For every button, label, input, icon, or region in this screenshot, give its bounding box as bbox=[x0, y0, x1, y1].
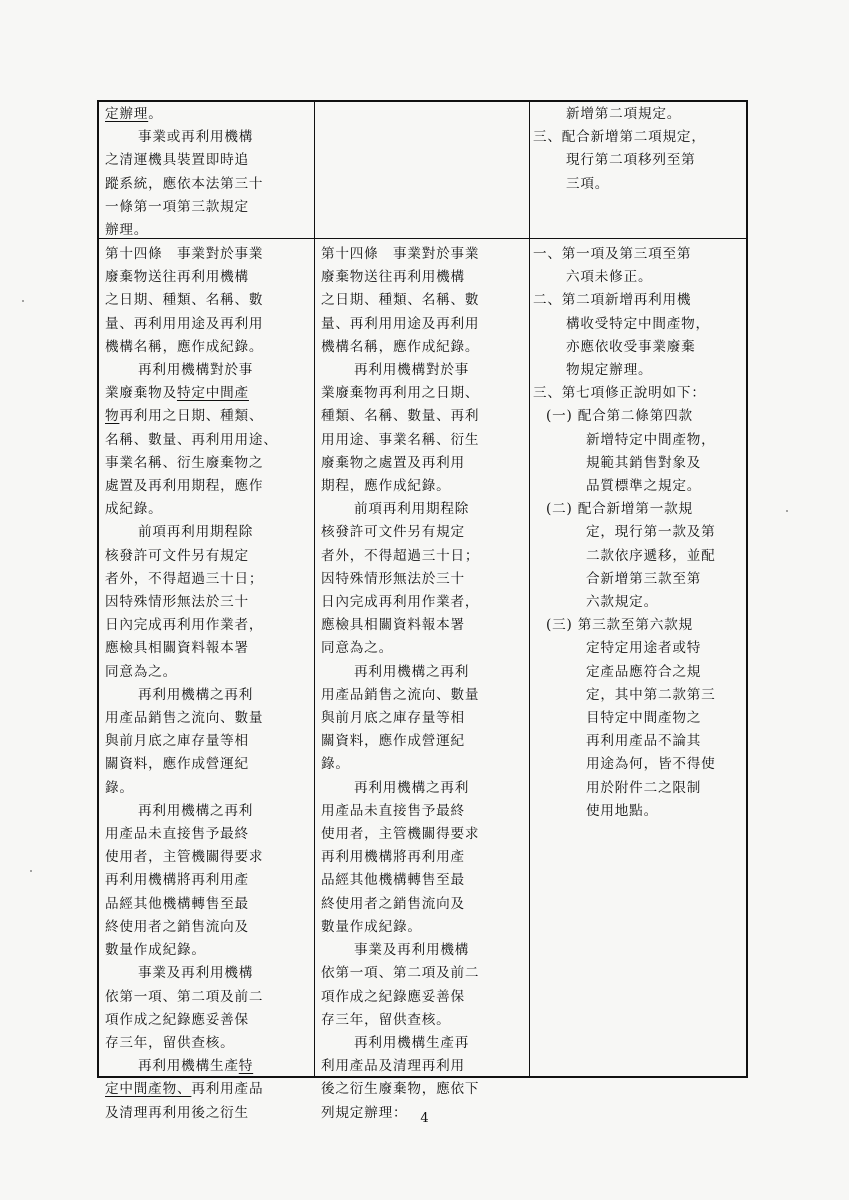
text-line: 廢棄物之處置及再利用 bbox=[321, 454, 465, 471]
current-article-14-cell bbox=[321, 243, 525, 1121]
text-line: 日內完成再利用作業者， bbox=[105, 617, 264, 634]
text-line: 因特殊情形無法於三十 bbox=[105, 594, 249, 611]
text-line: 者外，不得超過三十日； bbox=[105, 570, 264, 587]
text-line: 用於附件二之限制 bbox=[586, 779, 702, 796]
text-line: 列規定辦理： bbox=[321, 1104, 408, 1121]
text-line: 機構名稱，應作成紀錄。 bbox=[105, 338, 264, 355]
text-line: 同意為之。 bbox=[105, 663, 177, 680]
text-line: 品質標準之規定。 bbox=[586, 478, 702, 495]
text-line: 依第一項、第二項及前二 bbox=[321, 965, 480, 982]
comparison-table bbox=[97, 100, 748, 1121]
text-line: 二款依序遞移，並配 bbox=[586, 547, 716, 564]
text-line: 存三年，留供查核。 bbox=[321, 1011, 451, 1028]
text-line: 品經其他機構轉售至最 bbox=[321, 872, 465, 889]
text-line: 使用地點。 bbox=[586, 802, 658, 819]
text-line: 終使用者之銷售流向及 bbox=[321, 895, 465, 912]
text-line: 者外，不得超過三十日； bbox=[321, 547, 480, 564]
text-line: 定，現行第一款及第 bbox=[586, 524, 716, 541]
text-line: 種類、名稱、數量、再利 bbox=[321, 408, 480, 425]
text-line: (二) 配合新增第一款規 bbox=[546, 501, 693, 518]
text-line: 用產品未直接售予最終 bbox=[321, 802, 465, 819]
text-line: 用產品銷售之流向、數量 bbox=[105, 710, 264, 727]
text-line: 前項再利用期程除 bbox=[138, 524, 254, 541]
text-line: 錄。 bbox=[105, 779, 134, 796]
text-line: 核發許可文件另有規定 bbox=[105, 547, 249, 564]
text-line: 機構名稱，應作成紀錄。 bbox=[321, 338, 480, 355]
text-line: 用途為何，皆不得使 bbox=[586, 756, 716, 773]
text-line: 使用者，主管機關得要求 bbox=[321, 826, 480, 843]
text-line: 及清理再利用後之衍生 bbox=[105, 1104, 249, 1121]
text-line: 核發許可文件另有規定 bbox=[321, 524, 465, 541]
text-line: 再利用機構對於事 bbox=[138, 362, 254, 379]
text-line: (一) 配合第二條第四款 bbox=[546, 408, 693, 425]
text-line: 品經其他機構轉售至最 bbox=[105, 895, 249, 912]
page-number: 4 bbox=[420, 1111, 429, 1126]
text-line: 終使用者之銷售流向及 bbox=[105, 918, 249, 935]
text-line: 後之衍生廢棄物，應依下 bbox=[321, 1081, 480, 1098]
text-line: 定，其中第二款第三 bbox=[586, 686, 716, 703]
text-line: 業廢棄物再利用之日期、 bbox=[321, 385, 480, 402]
text-line: 三項。 bbox=[566, 175, 610, 192]
text-line: 再利用機構對於事 bbox=[354, 362, 470, 379]
text-line: 處置及再利用期程，應作 bbox=[105, 478, 264, 495]
text-line: 關資料，應作成營運紀 bbox=[105, 756, 249, 773]
text-line: 定中間產物、再利用產品 bbox=[105, 1081, 264, 1098]
text-line: 蹤系統，應依本法第三十 bbox=[105, 175, 264, 192]
text-line: 物再利用之日期、種類、 bbox=[105, 408, 264, 425]
text-line: 用產品未直接售予最終 bbox=[105, 826, 249, 843]
text-line: 再利用機構生產再 bbox=[354, 1034, 470, 1051]
text-line: 再利用產品不論其 bbox=[586, 733, 702, 750]
text-line: 項作成之紀錄應妥善保 bbox=[321, 988, 465, 1005]
text-line: 廢棄物送往再利用機構 bbox=[321, 269, 465, 286]
text-line: 數量作成紀錄。 bbox=[321, 918, 422, 935]
text-line: 利用產品及清理再利用 bbox=[321, 1058, 465, 1075]
text-line: 用產品銷售之流向、數量 bbox=[321, 686, 480, 703]
text-line: 亦應依收受事業廢棄 bbox=[566, 338, 696, 355]
text-line: 事業或再利用機構 bbox=[138, 129, 254, 146]
text-line: 一、第一項及第三項至第 bbox=[533, 246, 692, 262]
text-line: 與前月底之庫存量等相 bbox=[105, 733, 249, 750]
text-line: 業廢棄物及特定中間產 bbox=[105, 385, 249, 402]
column-divider bbox=[314, 102, 315, 1076]
text-line: 目特定中間產物之 bbox=[586, 710, 702, 727]
text-line: 之清運機具裝置即時追 bbox=[105, 152, 249, 169]
text-line: 新增特定中間產物， bbox=[586, 431, 716, 448]
text-line: 用用途、事業名稱、衍生 bbox=[321, 431, 480, 448]
amended-text-cell-top bbox=[105, 103, 311, 237]
text-line: 錄。 bbox=[321, 756, 350, 773]
scan-speck bbox=[786, 510, 788, 512]
text-line: 六款規定。 bbox=[586, 594, 658, 611]
text-line: 應檢具相關資料報本署 bbox=[321, 617, 465, 634]
text-line: 事業名稱、衍生廢棄物之 bbox=[105, 454, 264, 471]
text-line: 期程，應作成紀錄。 bbox=[321, 478, 451, 495]
text-line: 數量作成紀錄。 bbox=[105, 942, 206, 959]
text-line: 三、第七項修正說明如下： bbox=[533, 385, 706, 402]
text-line: 名稱、數量、再利用用途、 bbox=[105, 431, 278, 448]
scan-speck bbox=[30, 870, 32, 872]
text-line: 現行第二項移列至第 bbox=[566, 152, 696, 169]
scan-speck bbox=[22, 300, 24, 302]
text-line: 與前月底之庫存量等相 bbox=[321, 710, 465, 727]
text-line: 再利用機構生產特 bbox=[138, 1058, 254, 1075]
text-line: 量、再利用用途及再利用 bbox=[105, 315, 264, 332]
text-line: 辦理。 bbox=[105, 222, 149, 239]
text-line: 存三年，留供查核。 bbox=[105, 1034, 235, 1051]
text-line: 再利用機構之再利 bbox=[138, 686, 254, 703]
text-line: 同意為之。 bbox=[321, 640, 393, 657]
text-line: 再利用機構將再利用產 bbox=[105, 872, 249, 889]
text-line: 再利用機構將再利用產 bbox=[321, 849, 465, 866]
text-line: 再利用機構之再利 bbox=[138, 802, 254, 819]
text-line: 應檢具相關資料報本署 bbox=[105, 640, 249, 657]
text-line: 事業及再利用機構 bbox=[354, 942, 470, 959]
text-line: 因特殊情形無法於三十 bbox=[321, 570, 465, 587]
text-line: 前項再利用期程除 bbox=[354, 501, 470, 518]
article-14-explanation-cell bbox=[533, 243, 747, 1078]
text-line: 廢棄物送往再利用機構 bbox=[105, 269, 249, 286]
text-line: 合新增第三款至第 bbox=[586, 570, 702, 587]
text-line: 第十四條 事業對於事業 bbox=[105, 246, 264, 262]
text-line: 一條第一項第三款規定 bbox=[105, 198, 249, 215]
text-line: 新增第二項規定。 bbox=[566, 106, 682, 122]
text-line: 第十四條 事業對於事業 bbox=[321, 246, 480, 262]
text-line: 六項未修正。 bbox=[566, 269, 653, 286]
text-line: 再利用機構之再利 bbox=[354, 663, 470, 680]
text-line: 定特定用途者或特 bbox=[586, 640, 702, 657]
text-line: 規範其銷售對象及 bbox=[586, 454, 702, 471]
text-line: 使用者，主管機關得要求 bbox=[105, 849, 264, 866]
text-line: 三、配合新增第二項規定， bbox=[533, 129, 706, 146]
explanation-cell-top bbox=[533, 103, 747, 237]
current-text-cell-top bbox=[321, 103, 525, 237]
amended-article-14-cell bbox=[105, 243, 311, 1121]
text-line: 之日期、種類、名稱、數 bbox=[321, 292, 480, 309]
text-line: 再利用機構之再利 bbox=[354, 779, 470, 796]
text-line: 關資料，應作成營運紀 bbox=[321, 733, 465, 750]
text-line: 二、第二項新增再利用機 bbox=[533, 292, 692, 309]
text-line: 構收受特定中間產物， bbox=[566, 315, 710, 332]
text-line: 量、再利用用途及再利用 bbox=[321, 315, 480, 332]
text-line: 項作成之紀錄應妥善保 bbox=[105, 1011, 249, 1028]
text-line: 定辦理。 bbox=[105, 106, 163, 122]
text-line: 之日期、種類、名稱、數 bbox=[105, 292, 264, 309]
text-line: 事業及再利用機構 bbox=[138, 965, 254, 982]
column-divider bbox=[529, 102, 530, 1076]
text-line: 依第一項、第二項及前二 bbox=[105, 988, 264, 1005]
text-line: 物規定辦理。 bbox=[566, 362, 653, 379]
text-line: 成紀錄。 bbox=[105, 501, 163, 518]
text-line: (三) 第三款至第六款規 bbox=[546, 617, 693, 634]
text-line: 日內完成再利用作業者， bbox=[321, 594, 480, 611]
text-line: 定產品應符合之規 bbox=[586, 663, 702, 680]
